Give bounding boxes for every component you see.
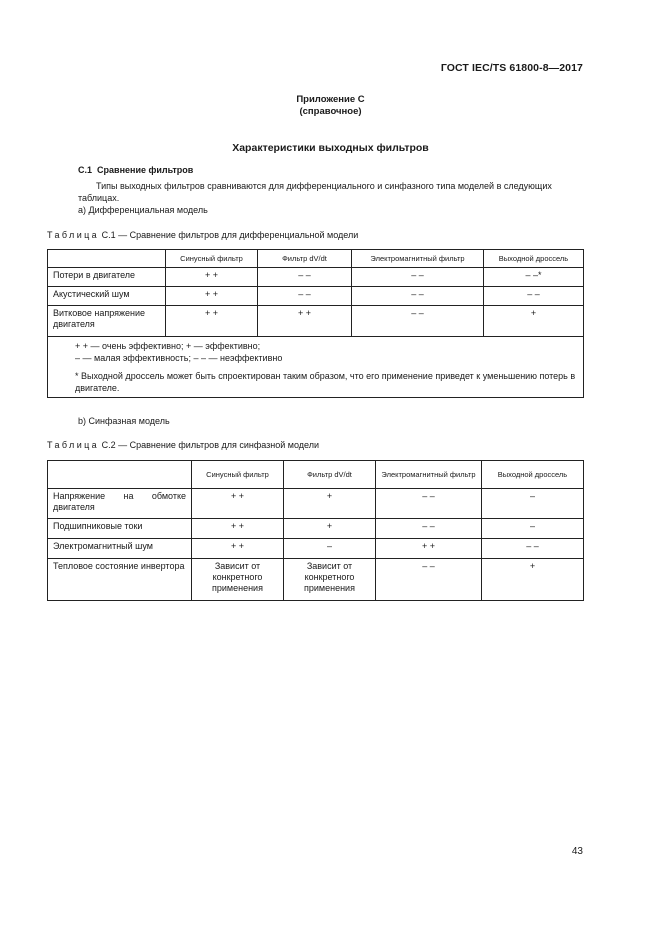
table-row [48,559,584,601]
table2-header-cell: Фильтр dV/dt [284,461,376,489]
table-cell: + [284,489,376,519]
table-cell: + + [166,287,258,306]
table2-header-cell [48,461,192,489]
table2-caption-prefix: Таблица [47,440,100,450]
table1-header-cell [48,250,166,268]
table-cell: – – [376,489,482,519]
table-cell: + + [192,539,284,559]
table1-caption-text: С.1 — Сравнение фильтров для дифференциальной модели [101,230,359,240]
table-cell: + + [258,306,352,337]
table-cell: Зависит от конкретного применения [192,559,284,601]
table-cell: + + [376,539,482,559]
section-heading [78,165,193,175]
table2 [47,460,584,601]
table2-header-cell: Электромагнитный фильтр [376,461,482,489]
table1-caption [47,230,358,240]
annex-type: (справочное) [299,106,362,117]
intro-paragraph: Типы выходных фильтров сравниваются для дифференциального и синфазного типа моделей в следующих таблицах. [78,181,552,203]
table1-header-cell: Выходной дроссель [484,250,584,268]
table-cell: Тепловое состояние инвертора [48,559,192,601]
table-row [48,519,584,539]
table-cell: – – [376,519,482,539]
table-row [48,306,584,337]
table-cell: + + [166,268,258,287]
table-cell: + [284,519,376,539]
item-a: а) Дифференциальная модель [78,205,208,215]
table-row [48,489,584,519]
page-number: 43 [571,846,583,857]
table-cell: Витковое напряжение двигателя [48,306,166,337]
table2-caption [47,440,319,450]
table-cell: – [482,489,584,519]
item-b: b) Синфазная модель [78,416,170,426]
table1-notes-row [48,337,584,398]
table-cell: – –* [484,268,584,287]
table-cell: – – [352,268,484,287]
table-cell: Акустический шум [48,287,166,306]
table-cell: + [482,559,584,601]
table-row [48,287,584,306]
table-cell: – – [352,287,484,306]
table-row [48,268,584,287]
table1 [47,249,584,398]
table2-caption-text: С.2 — Сравнение фильтров для синфазной модели [101,440,320,450]
section-title: Сравнение фильтров [97,165,194,175]
table-cell: – – [352,306,484,337]
table1-note-legend-1: + + — очень эффективно; + — эффективно; [75,341,261,351]
table1-caption-prefix: Таблица [47,230,100,240]
table-cell: – – [482,539,584,559]
table-cell: + + [192,489,284,519]
table-cell: – [482,519,584,539]
table-cell: + [484,306,584,337]
table-cell: Подшипниковые токи [48,519,192,539]
table-cell: – – [484,287,584,306]
table-cell: Потери в двигателе [48,268,166,287]
table1-header-row [48,250,584,268]
table1-footnote: * Выходной дроссель может быть спроектирован таким образом, что его применение приведет к уменьшению потерь в двигателе. [75,371,576,393]
table-cell: + + [166,306,258,337]
annex-heading [0,94,661,118]
table-cell: – – [258,287,352,306]
table1-header-cell: Фильтр dV/dt [258,250,352,268]
table-cell: Электромагнитный шум [48,539,192,559]
table2-header-cell: Выходной дроссель [482,461,584,489]
table-cell: + + [192,519,284,539]
table1-header-cell: Синусный фильтр [166,250,258,268]
table-cell: – – [376,559,482,601]
table1-note-legend-2: – — малая эффективность; – – — неэффективно [75,353,283,363]
table2-header-cell: Синусный фильтр [192,461,284,489]
table-cell: – [284,539,376,559]
table-cell: – – [258,268,352,287]
section-number: С.1 [78,165,93,175]
document-title: Характеристики выходных фильтров [232,142,429,154]
table2-header-row [48,461,584,489]
table-row [48,539,584,559]
table-cell: Напряжение на обмотке двигателя [48,489,192,519]
table1-notes [48,337,584,398]
annex-title: Приложение С [296,94,365,105]
standard-designation: ГОСТ IEC/TS 61800-8—2017 [440,62,583,74]
table-cell: Зависит от конкретного применения [284,559,376,601]
table1-header-cell: Электромагнитный фильтр [352,250,484,268]
